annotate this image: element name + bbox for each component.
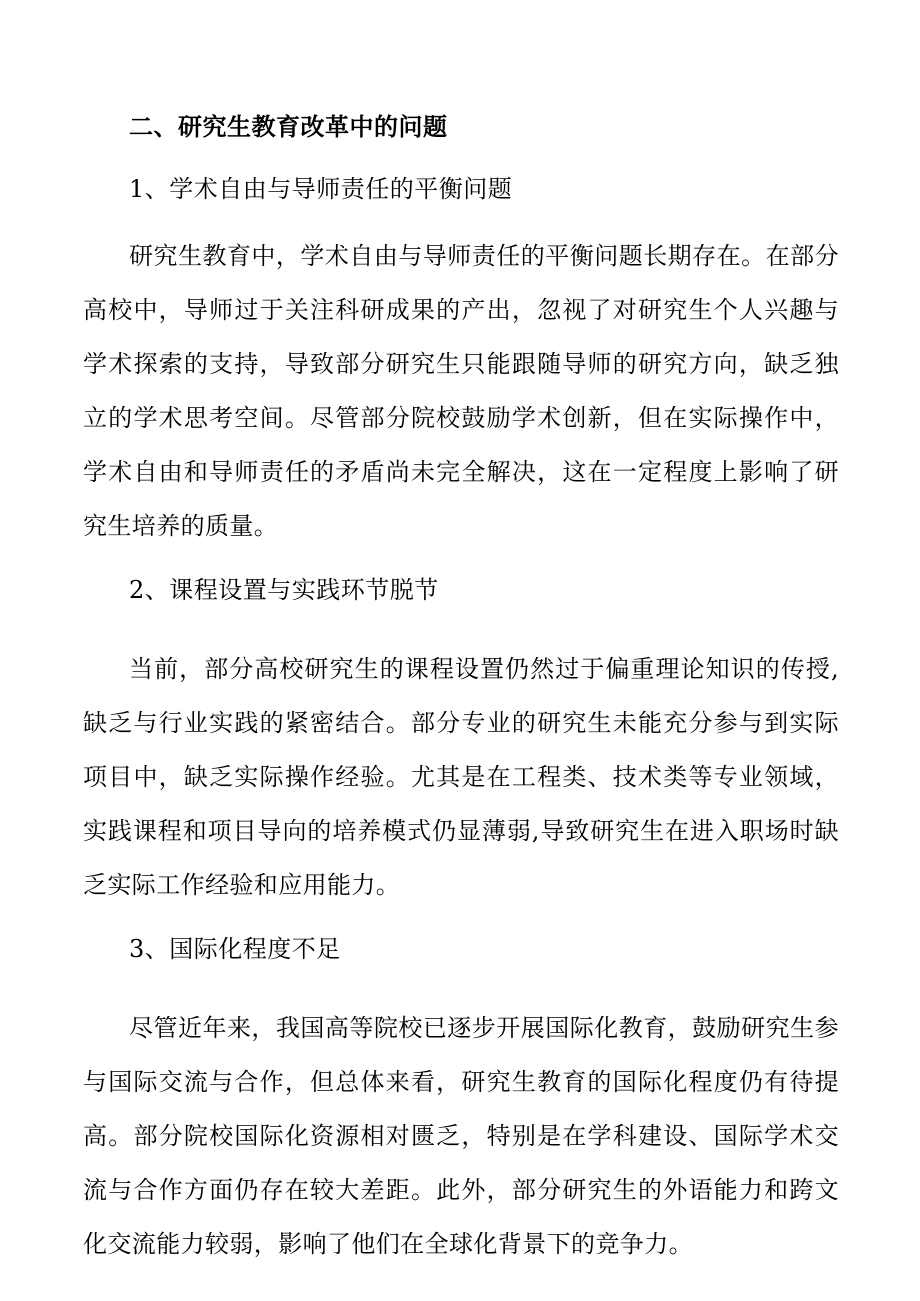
subsection-heading-2: 2、课程设置与实践环节脱节 [129, 576, 439, 604]
paragraph-3: 尽管近年来，我国高等院校已逐步开展国际化教育，鼓励研究生参与国际交流与合作，但总体来看，研究生教育的国际化程度仍有待提高。部分院校国际化资源相对匮乏，特别是在学科建设、国际学术交流与合作方面仍存在较大差距。此外，部分研究生的外语能力和跨文化交流能力较弱，影响了他们在全球化背景下的竞争力。 [83, 1014, 839, 1258]
paragraph-1: 研究生教育中，学术自由与导师责任的平衡问题长期存在。在部分高校中，导师过于关注科研成果的产出，忽视了对研究生个人兴趣与学术探索的支持，导致部分研究生只能跟随导师的研究方向，缺乏独立的学术思考空间。尽管部分院校鼓励学术创新，但在实际操作中，学术自由和导师责任的矛盾尚未完全解决，这在一定程度上影响了研究生培养的质量。 [83, 242, 839, 540]
document-body [83, 103, 839, 1285]
subsection-heading-3: 3、国际化程度不足 [129, 935, 341, 963]
spacer [83, 630, 839, 642]
subsection-heading-1: 1、学术自由与导师责任的平衡问题 [129, 175, 513, 203]
spacer [83, 989, 839, 1001]
paragraph-2: 当前，部分高校研究生的课程设置仍然过于偏重理论知识的传授,缺乏与行业实践的紧密结合。部分专业的研究生未能充分参与到实际项目中，缺乏实际操作经验。尤其是在工程类、技术类等专业领域，实践课程和项目导向的培养模式仍显薄弱,导致研究生在进入职场时缺乏实际工作经验和应用能力。 [83, 655, 839, 899]
section-title: 二、研究生教育改革中的问题 [129, 112, 448, 141]
